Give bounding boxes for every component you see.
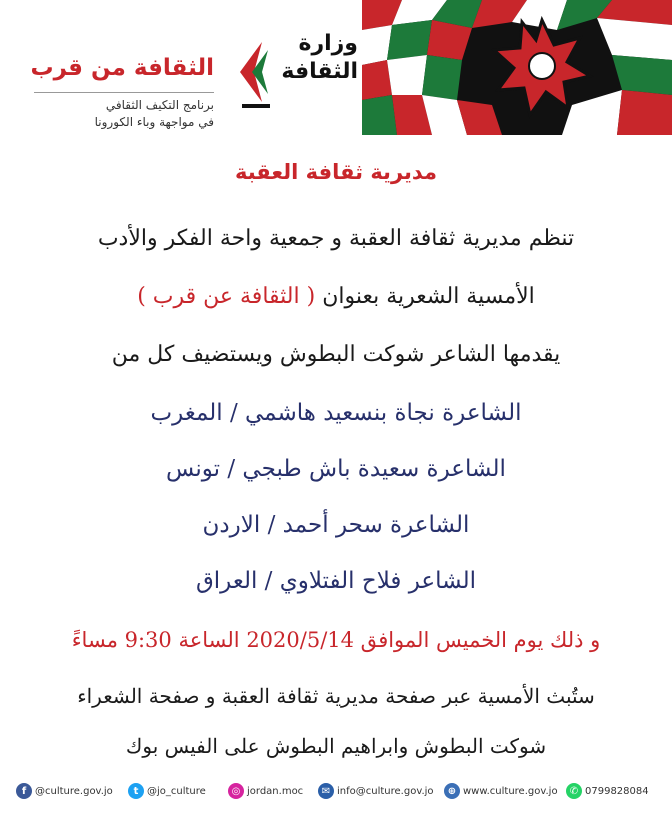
broadcast-line-1: ستُبث الأمسية عبر صفحة مديرية ثقافة العقبة و صفحة الشعراء — [77, 684, 595, 708]
facebook-contact[interactable] — [16, 782, 113, 800]
twitter-icon: t — [128, 783, 144, 799]
instagram-icon: ◎ — [228, 783, 244, 799]
whatsapp-number: 0799828084 — [585, 785, 649, 797]
instagram-contact[interactable] — [228, 782, 303, 800]
program-subtitle-2: في مواجهة وباء الكورونا — [94, 115, 214, 129]
poet-line: الشاعرة سعيدة باش طبجي / تونس — [166, 456, 506, 482]
email-icon: ✉ — [318, 783, 334, 799]
website-contact[interactable] — [444, 782, 558, 800]
date-time-line: و ذلك يوم الخميس الموافق 2020/5/14 الساعة 9:30 مساءً — [71, 628, 601, 652]
event-title-prefix: الأمسية الشعرية بعنوان — [322, 284, 535, 309]
facebook-icon: f — [16, 783, 32, 799]
program-brand — [14, 52, 214, 131]
email-contact[interactable] — [318, 782, 434, 800]
ministry-name-line2: الثقافة — [281, 59, 358, 84]
program-title: الثقافة من قرب — [30, 55, 214, 81]
event-title-line — [0, 284, 672, 309]
website-url: www.culture.gov.jo — [463, 785, 558, 797]
broadcast-line-2: شوكت البطوش وابراهيم البطوش على الفيس بوك — [125, 734, 547, 758]
intro-line: تنظم مديرية ثقافة العقبة و جمعية واحة الفكر والأدب — [97, 226, 575, 251]
instagram-handle: jordan.moc — [247, 785, 304, 797]
host-line: يقدمها الشاعر شوكت البطوش ويستضيف كل من — [111, 342, 561, 367]
directorate-heading: مديرية ثقافة العقبة — [234, 160, 438, 184]
whatsapp-contact[interactable] — [566, 782, 649, 800]
event-title: ( الثقافة عن قرب ) — [137, 284, 316, 309]
poet-line: الشاعر فلاح الفتلاوي / العراق — [195, 568, 477, 594]
ministry-emblem-icon — [232, 32, 272, 112]
email-address: info@culture.gov.jo — [337, 785, 434, 797]
ministry-name-line1: وزارة — [298, 31, 358, 56]
whatsapp-icon: ✆ — [566, 783, 582, 799]
facebook-handle: @culture.gov.jo — [35, 785, 113, 797]
mosaic-banner — [362, 0, 672, 135]
globe-icon: ⊕ — [444, 783, 460, 799]
brand-divider — [34, 92, 214, 93]
contact-footer — [0, 776, 672, 806]
twitter-handle: @jo_culture — [147, 785, 206, 797]
poet-line: الشاعرة سحر أحمد / الاردن — [202, 512, 470, 538]
twitter-contact[interactable] — [128, 782, 206, 800]
ministry-logo — [232, 18, 372, 122]
poet-line: الشاعرة نجاة بنسعيد هاشمي / المغرب — [150, 400, 522, 426]
program-subtitle-1: برنامج التكيف الثقافي — [105, 98, 214, 112]
